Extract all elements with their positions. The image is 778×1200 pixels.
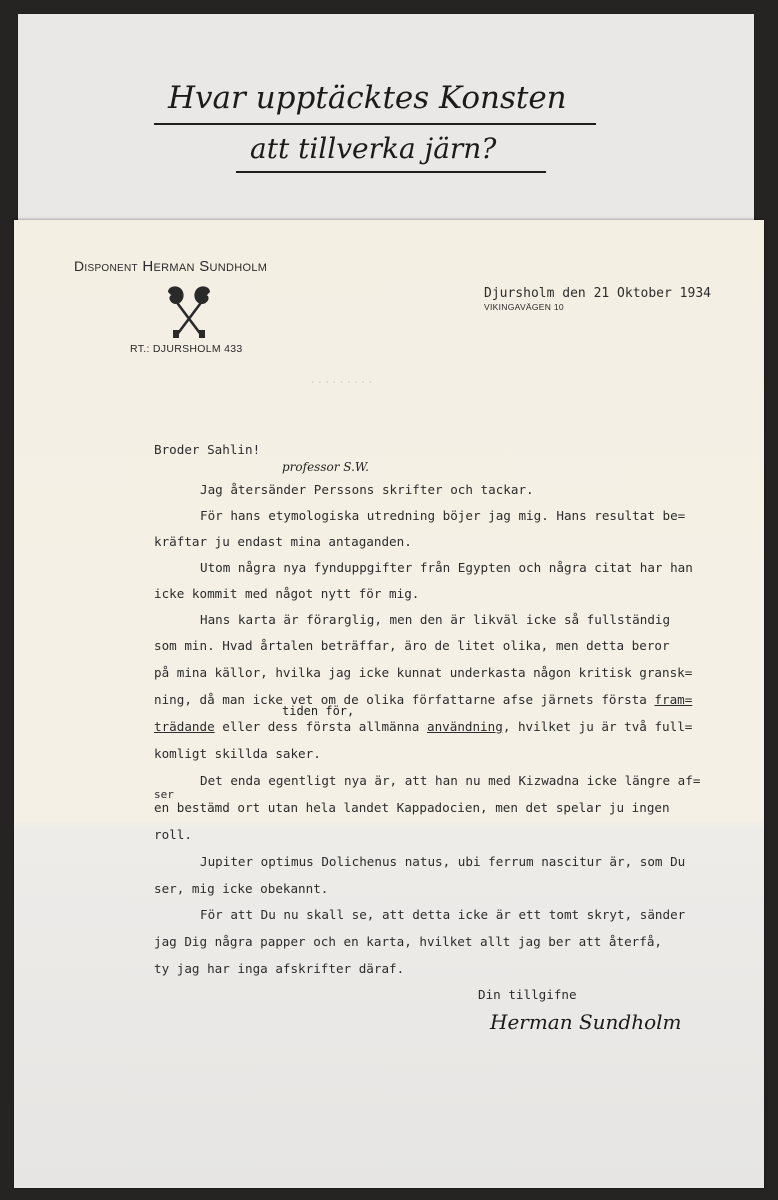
note-line-2: att tillverka järn? xyxy=(250,132,497,165)
underlined-word: fram= xyxy=(654,692,693,707)
letter-line: Jag återsänder Perssons skrifter och tackar. xyxy=(200,482,534,497)
note-line-1: Hvar upptäcktes Konsten xyxy=(168,80,567,116)
note-underline-1 xyxy=(154,123,596,125)
date-line: Djursholm den 21 Oktober 1934 xyxy=(484,286,711,301)
annotation-tiden: tiden för, xyxy=(282,704,355,718)
letter-line: roll. xyxy=(154,827,192,842)
letter-line: komligt skillda saker. xyxy=(154,746,321,761)
letter-line: jag Dig några papper och en karta, hvilket allt jag ber att återfå, xyxy=(154,934,662,949)
letter-line: Utom några nya fynduppgifter från Egypten och några citat har han xyxy=(200,560,693,575)
letter-sheet xyxy=(14,220,764,1188)
letter-line: För hans etymologiska utredning böjer jag mig. Hans resultat be= xyxy=(200,508,686,523)
letter-line: ser, mig icke obekannt. xyxy=(154,881,329,896)
letter-line: För att Du nu skall se, att detta icke är ett tomt skryt, sänder xyxy=(200,907,686,922)
annotation-professor: professor S.W. xyxy=(282,460,369,474)
underlined-word: användning xyxy=(426,719,503,734)
letter-line xyxy=(154,719,692,734)
letterhead-phone: RT.: DJURSHOLM 433 xyxy=(130,343,243,355)
letter-line-text: , hvilket ju är två full= xyxy=(502,719,693,734)
letter-line: på mina källor, hvilka jag icke kunnat underkasta någon kritisk gransk= xyxy=(154,665,693,680)
show-through-text: ......... xyxy=(309,372,375,386)
letter-line: Jupiter optimus Dolichenus natus, ubi ferrum nascitur är, som Du xyxy=(200,854,686,869)
closing: Din tillgifne xyxy=(478,987,577,1002)
letter-line: ty jag har inga afskrifter däraf. xyxy=(154,961,405,976)
letter-line xyxy=(154,692,692,707)
salutation: Broder Sahlin! xyxy=(154,442,261,457)
letter-line-text: eller dess första allmänna xyxy=(214,719,427,734)
letter-line: som min. Hvad årtalen beträffar, äro de litet olika, men detta beror xyxy=(154,638,670,653)
letter-line-text: ning, då man icke vet om de olika författarne afse järnets första xyxy=(154,692,655,707)
signature: Herman Sundholm xyxy=(490,1010,682,1034)
letter-line: Hans karta är förarglig, men den är likväl icke så fullständig xyxy=(200,612,671,627)
letter-line: Det enda egentligt nya är, att han nu med Kizwadna icke längre af= xyxy=(200,773,701,788)
letterhead-prefix: Disponent xyxy=(74,258,138,274)
letter-line: icke kommit med något nytt för mig. xyxy=(154,586,420,601)
letter-line: kräftar ju endast mina antaganden. xyxy=(154,534,412,549)
note-underline-2 xyxy=(236,171,546,173)
letter-line: en bestämd ort utan hela landet Kappadocien, men det spelar ju ingen xyxy=(154,800,670,815)
underlined-word: trädande xyxy=(154,719,215,734)
annotation-ser: ser xyxy=(154,788,174,801)
letter-body xyxy=(154,220,754,1188)
letterhead-address: VIKINGAVÄGEN 10 xyxy=(484,302,564,312)
letterhead-name: Herman Sundholm xyxy=(142,258,268,275)
